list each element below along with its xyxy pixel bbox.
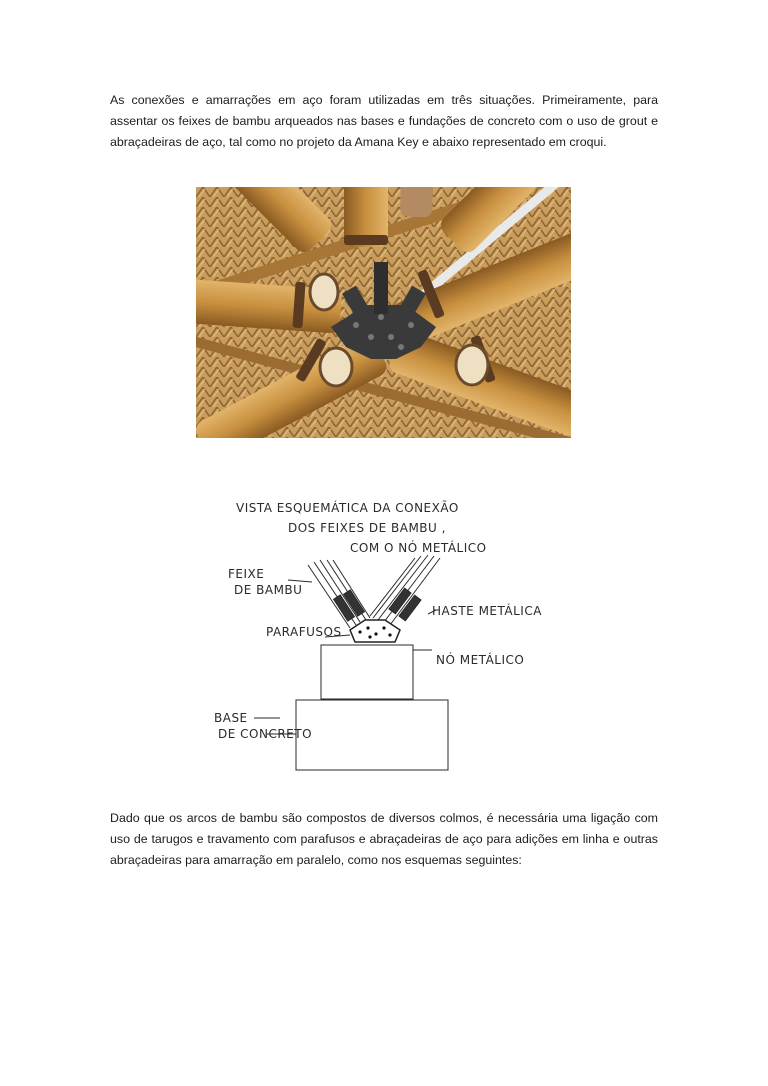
sketch-label-haste: HASTE METÁLICA xyxy=(432,604,542,618)
outro-paragraph: Dado que os arcos de bambu são compostos de diversos colmos, é necessária uma ligação com uso de tarugos e travamento com parafusos e abraçadeiras de aço para adições em linha e outras abraçadeiras para amarração em paralelo, como nos esquemas seguintes: xyxy=(110,811,658,867)
sketch-label-base-2: DE CONCRETO xyxy=(218,727,313,741)
bamboo-connection-photo xyxy=(196,187,571,438)
sketch-title-line2: DOS FEIXES DE BAMBU , xyxy=(288,521,446,535)
sketch-label-base-1: BASE xyxy=(214,711,248,725)
schematic-sketch xyxy=(200,490,560,780)
sketch-label-no: NÓ METÁLICO xyxy=(436,653,525,667)
intro-paragraph: As conexões e amarrações em aço foram utilizadas em três situações. Primeiramente, para assentar os feixes de bambu arqueados nas bases e fundações de concreto com o uso de grout e abraçadeiras de aço, tal como no projeto da Amana Key e abaixo representado em croqui. xyxy=(110,93,658,149)
sketch-label-feixe-2: DE BAMBU xyxy=(234,583,303,597)
sketch-title-line3: COM O NÓ METÁLICO xyxy=(350,541,487,555)
sketch-title-line1: VISTA ESQUEMÁTICA DA CONEXÃO xyxy=(236,501,459,515)
sketch-label-parafusos: PARAFUSOS xyxy=(266,625,342,639)
sketch-label-feixe-1: FEIXE xyxy=(228,567,265,581)
